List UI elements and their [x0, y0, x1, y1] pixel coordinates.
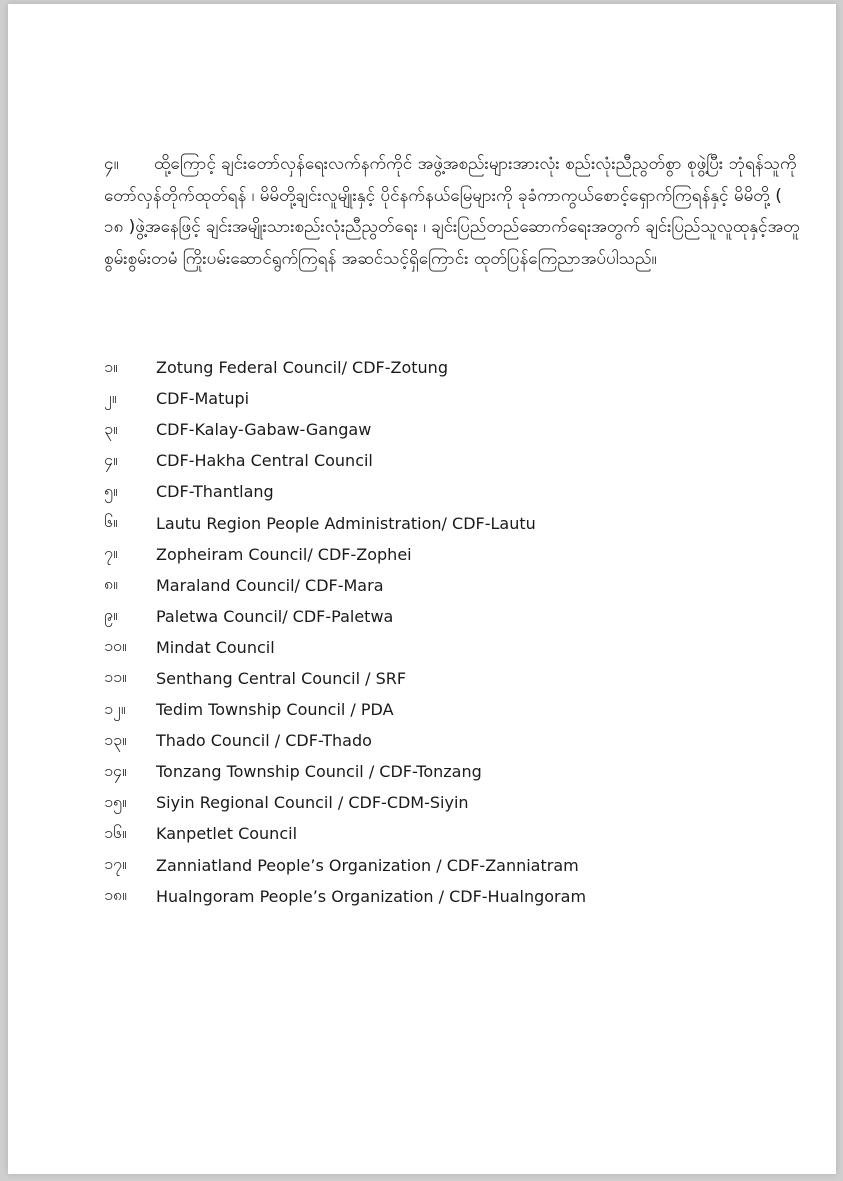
list-item-number: ၁၈။ [104, 885, 127, 905]
document-page [8, 4, 836, 1174]
list-item-number: ၂။ [104, 387, 117, 407]
paragraph-number: ၄။ [104, 154, 119, 174]
organization-name: CDF-Matupi [156, 389, 250, 409]
organization-name: Zanniatland People’s Organization / CDF-Zanniatram [156, 855, 579, 875]
list-item-number: ၁၀။ [104, 636, 127, 656]
organization-name: Kanpetlet Council [156, 824, 298, 844]
organization-name: Zotung Federal Council/ CDF-Zotung [156, 358, 448, 378]
list-item-number: ၄။ [104, 449, 118, 469]
list-item [104, 632, 804, 663]
list-item-number: ၁၅။ [104, 791, 127, 811]
list-item-number: ၁၄။ [104, 760, 127, 780]
organization-name: Paletwa Council/ CDF-Paletwa [156, 606, 394, 626]
organization-name: CDF-Kalay-Gabaw-Gangaw [156, 420, 372, 440]
organization-name: Tedim Township Council / PDA [156, 700, 394, 720]
organization-name: Lautu Region People Administration/ CDF-Lautu [156, 513, 536, 533]
list-item [104, 507, 804, 538]
organization-name: Hualngoram People’s Organization / CDF-Hualngoram [156, 886, 587, 906]
organization-name: CDF-Hakha Central Council [156, 451, 373, 471]
organization-name: Zopheiram Council/ CDF-Zophei [156, 544, 412, 564]
list-item-number: ၁၆။ [104, 822, 127, 842]
list-item-number: ၇။ [104, 543, 118, 563]
list-item [104, 881, 804, 912]
list-item [104, 476, 804, 507]
list-item-number: ၉။ [104, 605, 118, 625]
list-item [104, 663, 804, 694]
organization-name: Thado Council / CDF-Thado [156, 731, 372, 751]
organization-name: Tonzang Township Council / CDF-Tonzang [156, 762, 482, 782]
list-item-number: ၈။ [104, 574, 118, 594]
list-item [104, 445, 804, 476]
list-item-number: ၆။ [104, 512, 118, 532]
list-item-number: ၁၁။ [104, 667, 127, 687]
organization-name: Senthang Central Council / SRF [156, 668, 407, 688]
list-item [104, 787, 804, 818]
list-item [104, 414, 804, 445]
list-item [104, 352, 804, 383]
list-item [104, 539, 804, 570]
organization-name: Siyin Regional Council / CDF-CDM-Siyin [156, 793, 469, 813]
list-item [104, 383, 804, 414]
list-item [104, 756, 804, 787]
list-item [104, 694, 804, 725]
statement-paragraph [104, 149, 804, 275]
list-item [104, 818, 804, 849]
organization-name: CDF-Thantlang [156, 482, 274, 502]
organization-name: Maraland Council/ CDF-Mara [156, 575, 384, 595]
paragraph-text: ထို့ကြောင့် ချင်းတော်လှန်ရေးလက်နက်ကိုင် အဖွဲ့အစည်းများအားလုံး စည်းလုံးညီညွတ်စွာ စုဖွဲ့ပြီး ဘုံရန်သူကို တော်လှန်တိုက်ထုတ်ရန် ၊ မိမိတို့ချင်းလူမျိုးနှင့် ပိုင်နက်နယ်မြေများကို ခုခံကာကွယ်စောင့်ရှောက်ကြရန်နှင့် မိမိတို့ ( ၁၈ )ဖွဲ့အနေဖြင့် ချင်းအမျိုးသားစည်းလုံးညီညွတ်ရေး ၊ ချင်းပြည်တည်ဆောက်ရေးအတွက် ချင်းပြည်သူလူထုနှင့်အတူ စွမ်းစွမ်းတမံ ကြိုးပမ်းဆောင်ရွက်ကြရန် အဆင်သင့်ရှိကြောင်း ထုတ်ပြန်ကြေညာအပ်ပါသည်။ [104, 154, 800, 269]
list-item-number: ၁၂။ [104, 698, 126, 718]
list-item [104, 850, 804, 881]
list-item-number: ၅။ [104, 480, 118, 500]
list-item-number: ၃။ [104, 418, 118, 438]
list-item-number: ၁၇။ [104, 854, 127, 874]
organization-name: Mindat Council [156, 637, 275, 657]
list-item-number: ၁၃။ [104, 729, 127, 749]
organization-list [104, 352, 804, 912]
list-item [104, 725, 804, 756]
list-item [104, 601, 804, 632]
list-item [104, 570, 804, 601]
list-item-number: ၁။ [104, 356, 118, 376]
